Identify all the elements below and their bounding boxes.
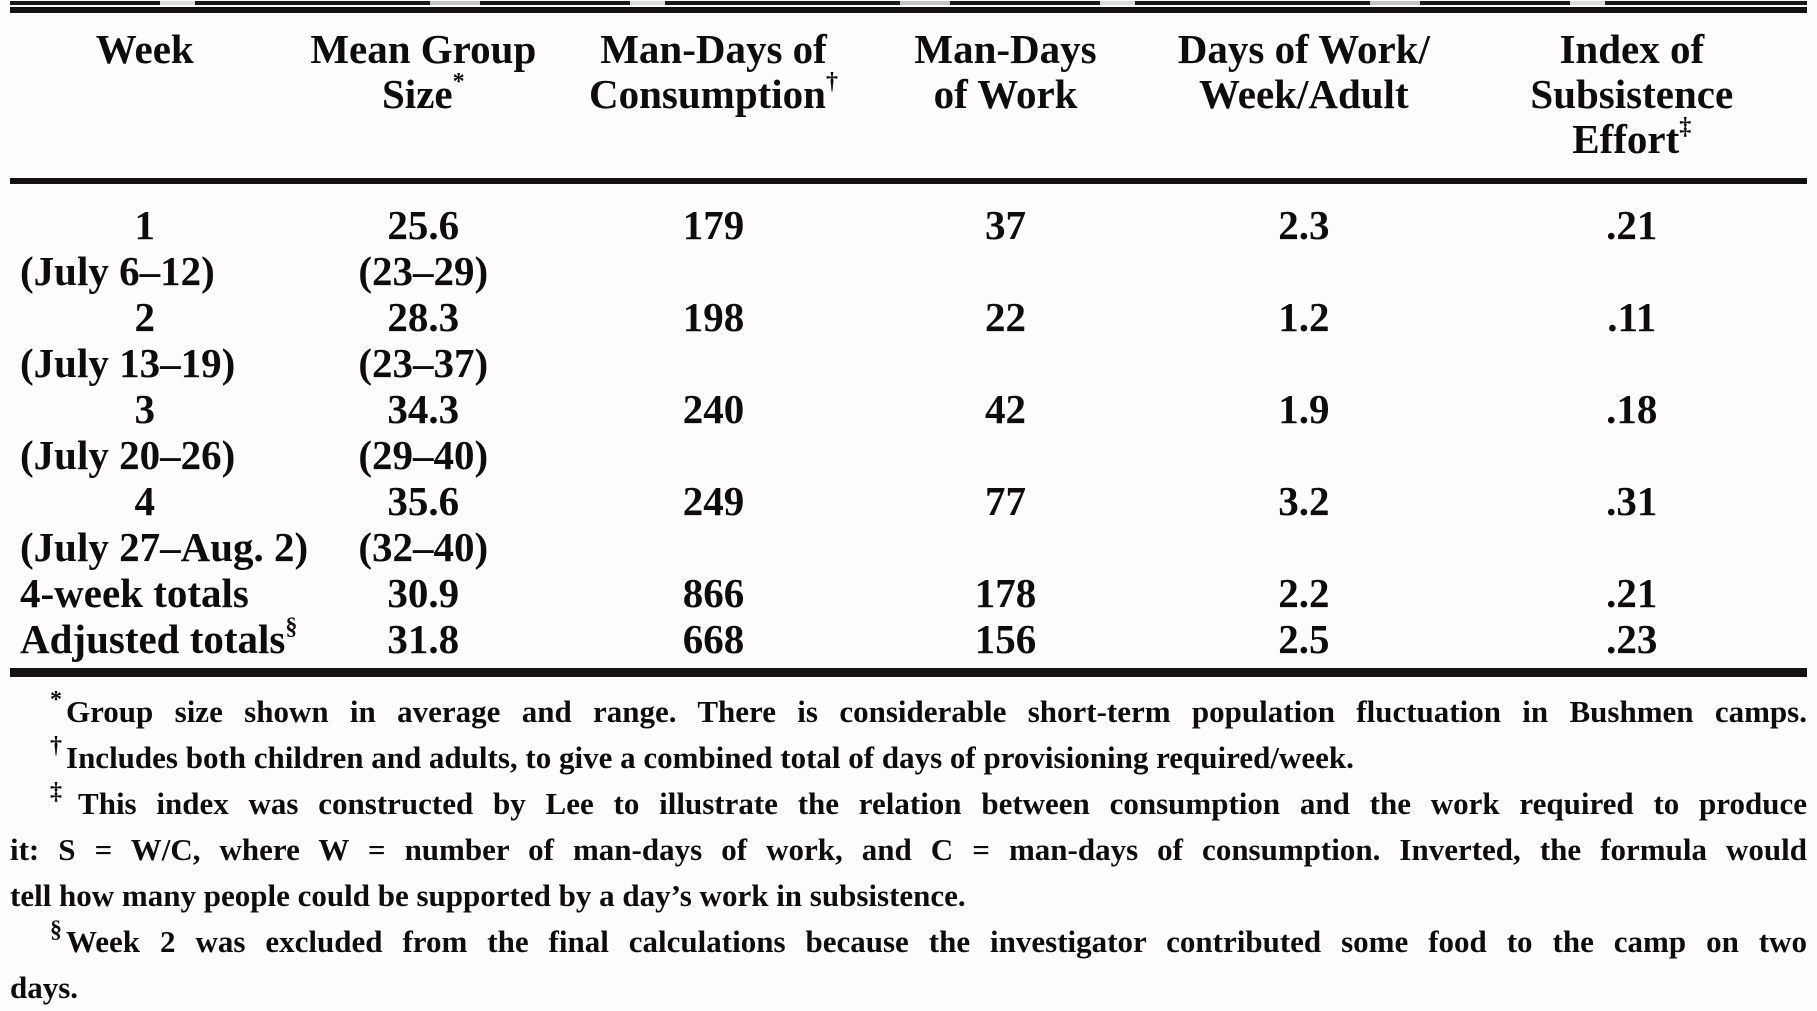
- footnote-marker: *: [452, 69, 465, 96]
- cell-group-size-range: (32–40): [358, 524, 489, 570]
- footnote-children-adults: [10, 732, 1807, 781]
- cell-index: .23: [1606, 616, 1658, 662]
- cell-empty: [1151, 524, 1456, 570]
- cell-empty: [1457, 248, 1807, 294]
- work-diary-table: [10, 13, 1807, 662]
- cell-totals-label: 4-week totals: [20, 570, 249, 616]
- cell-work: 42: [985, 386, 1027, 432]
- footnote-marker: *: [50, 686, 62, 713]
- cell-empty: [860, 432, 1151, 478]
- footnote-marker: ‡: [50, 778, 75, 805]
- cell-empty: [567, 524, 860, 570]
- cell-week-dates: (July 27–Aug. 2): [20, 524, 309, 570]
- cell-work: 156: [974, 616, 1037, 662]
- cell-index: .21: [1606, 202, 1658, 248]
- cell-mean-group-size: 34.3: [387, 386, 460, 432]
- cell-empty: [1151, 432, 1456, 478]
- col-header-man-days-consumption: [567, 13, 860, 181]
- cell-index: .31: [1606, 478, 1658, 524]
- cell-work: 22: [985, 294, 1027, 340]
- footnote-week2-excluded: [10, 916, 1807, 1011]
- scanned-table-page: [0, 1, 1817, 1005]
- table-row-4week-totals: [10, 570, 1807, 616]
- col-header-days-work-week-adult: [1151, 13, 1456, 181]
- col-header-index-subsistence-effort: [1457, 13, 1807, 181]
- header-line1: Week: [95, 26, 194, 72]
- footnote-line: tell how many people could be supported by a day’s work in subsistence.: [10, 878, 966, 913]
- cell-days-per-adult: 2.3: [1278, 202, 1330, 248]
- header-line1: Index of Subsistence: [1530, 26, 1734, 117]
- cell-week-dates: (July 6–12): [20, 248, 215, 294]
- cell-mean-group-size: 25.6: [387, 202, 460, 248]
- cell-week: 4: [134, 478, 156, 524]
- header-line1: Man-Days: [914, 26, 1097, 72]
- cell-work: 37: [985, 202, 1027, 248]
- cell-empty: [1457, 340, 1807, 386]
- table-row-week3-dates: [10, 432, 1807, 478]
- cell-consumption: 240: [682, 386, 745, 432]
- col-header-week: [10, 13, 280, 181]
- header-line2: Size*: [382, 69, 465, 117]
- cell-work: 178: [974, 570, 1037, 616]
- col-header-man-days-work: [860, 13, 1151, 181]
- footnote-marker: †: [50, 732, 62, 759]
- table-row-week4: [10, 478, 1807, 524]
- footnotes-block: [10, 686, 1807, 1011]
- cell-empty: [1457, 432, 1807, 478]
- cell-week: 3: [134, 386, 156, 432]
- footnote-line: it: S = W/C, where W = number of man-days of work, and C = man-days of consumption. Inverted, the formula would: [10, 832, 1807, 867]
- cell-group-size-range: (29–40): [358, 432, 489, 478]
- cell-days-per-adult: 2.5: [1278, 616, 1330, 662]
- footnote-marker: ‡: [1679, 114, 1692, 141]
- cell-work: 77: [985, 478, 1027, 524]
- footnote-marker: §: [285, 614, 298, 641]
- header-line2: of Work: [933, 71, 1078, 117]
- table-header: [10, 13, 1807, 181]
- table-row-adjusted-totals: [10, 616, 1807, 662]
- cell-consumption: 866: [682, 570, 745, 616]
- footnote-line: days.: [10, 970, 79, 1005]
- footnote-line: ‡ This index was constructed by Lee to illustrate the relation between consumption and the work required to produce: [50, 778, 1807, 821]
- col-header-mean-group-size: [280, 13, 568, 181]
- header-line2: Week/Adult: [1199, 71, 1409, 117]
- cell-consumption: 198: [682, 294, 745, 340]
- table-row-week1: [10, 181, 1807, 248]
- cell-group-size-range: (23–37): [358, 340, 489, 386]
- cell-mean-group-size: 28.3: [387, 294, 460, 340]
- header-line2: Effort‡: [1572, 114, 1692, 162]
- cell-index: .18: [1606, 386, 1658, 432]
- table-row-week3: [10, 386, 1807, 432]
- cell-week: 2: [134, 294, 156, 340]
- cell-consumption: 179: [682, 202, 745, 248]
- cell-week-dates: (July 13–19): [20, 340, 236, 386]
- cell-empty: [1457, 524, 1807, 570]
- scan-artifact: [10, 1, 1807, 5]
- cell-index: .21: [1606, 570, 1658, 616]
- table-row-week2-dates: [10, 340, 1807, 386]
- cell-empty: [1151, 248, 1456, 294]
- cell-mean-group-size: 35.6: [387, 478, 460, 524]
- cell-week: 1: [134, 202, 156, 248]
- cell-days-per-adult: 2.2: [1278, 570, 1330, 616]
- header-line1: Man-Days of: [600, 26, 827, 72]
- table-row-week1-dates: [10, 248, 1807, 294]
- footnote-marker: †: [826, 69, 838, 96]
- table-row-week4-dates: [10, 524, 1807, 570]
- table-row-week2: [10, 294, 1807, 340]
- cell-totals-label: Adjusted totals§: [20, 614, 298, 662]
- cell-empty: [567, 432, 860, 478]
- footnote-line: † Includes both children and adults, to give a combined total of days of provisioning required/week.: [50, 732, 1354, 775]
- cell-days-per-adult: 3.2: [1278, 478, 1330, 524]
- footnote-marker: §: [50, 916, 62, 943]
- cell-mean-group-size: 31.8: [387, 616, 460, 662]
- cell-week-dates: (July 20–26): [20, 432, 236, 478]
- header-line1: Days of Work/: [1177, 26, 1430, 72]
- cell-index: .11: [1607, 294, 1657, 340]
- cell-empty: [567, 248, 860, 294]
- cell-empty: [860, 248, 1151, 294]
- cell-empty: [860, 340, 1151, 386]
- cell-group-size-range: (23–29): [358, 248, 489, 294]
- cell-mean-group-size: 30.9: [387, 570, 460, 616]
- footnote-group-size: [10, 686, 1807, 735]
- header-line2: Consumption†: [589, 69, 838, 117]
- table-body: [10, 181, 1807, 662]
- cell-days-per-adult: 1.2: [1278, 294, 1330, 340]
- footnote-index-formula: [10, 778, 1807, 919]
- header-line1: Mean Group: [310, 26, 537, 72]
- cell-empty: [567, 340, 860, 386]
- cell-days-per-adult: 1.9: [1278, 386, 1330, 432]
- cell-consumption: 249: [682, 478, 745, 524]
- cell-consumption: 668: [682, 616, 745, 662]
- cell-empty: [860, 524, 1151, 570]
- cell-empty: [1151, 340, 1456, 386]
- footnote-line: § Week 2 was excluded from the final calculations because the investigator contributed some food to the camp on two: [50, 916, 1807, 959]
- table-bottom-rule: [10, 668, 1807, 677]
- footnote-line: * Group size shown in average and range. There is considerable short-term population fluctuation in Bushmen camps.: [50, 686, 1807, 729]
